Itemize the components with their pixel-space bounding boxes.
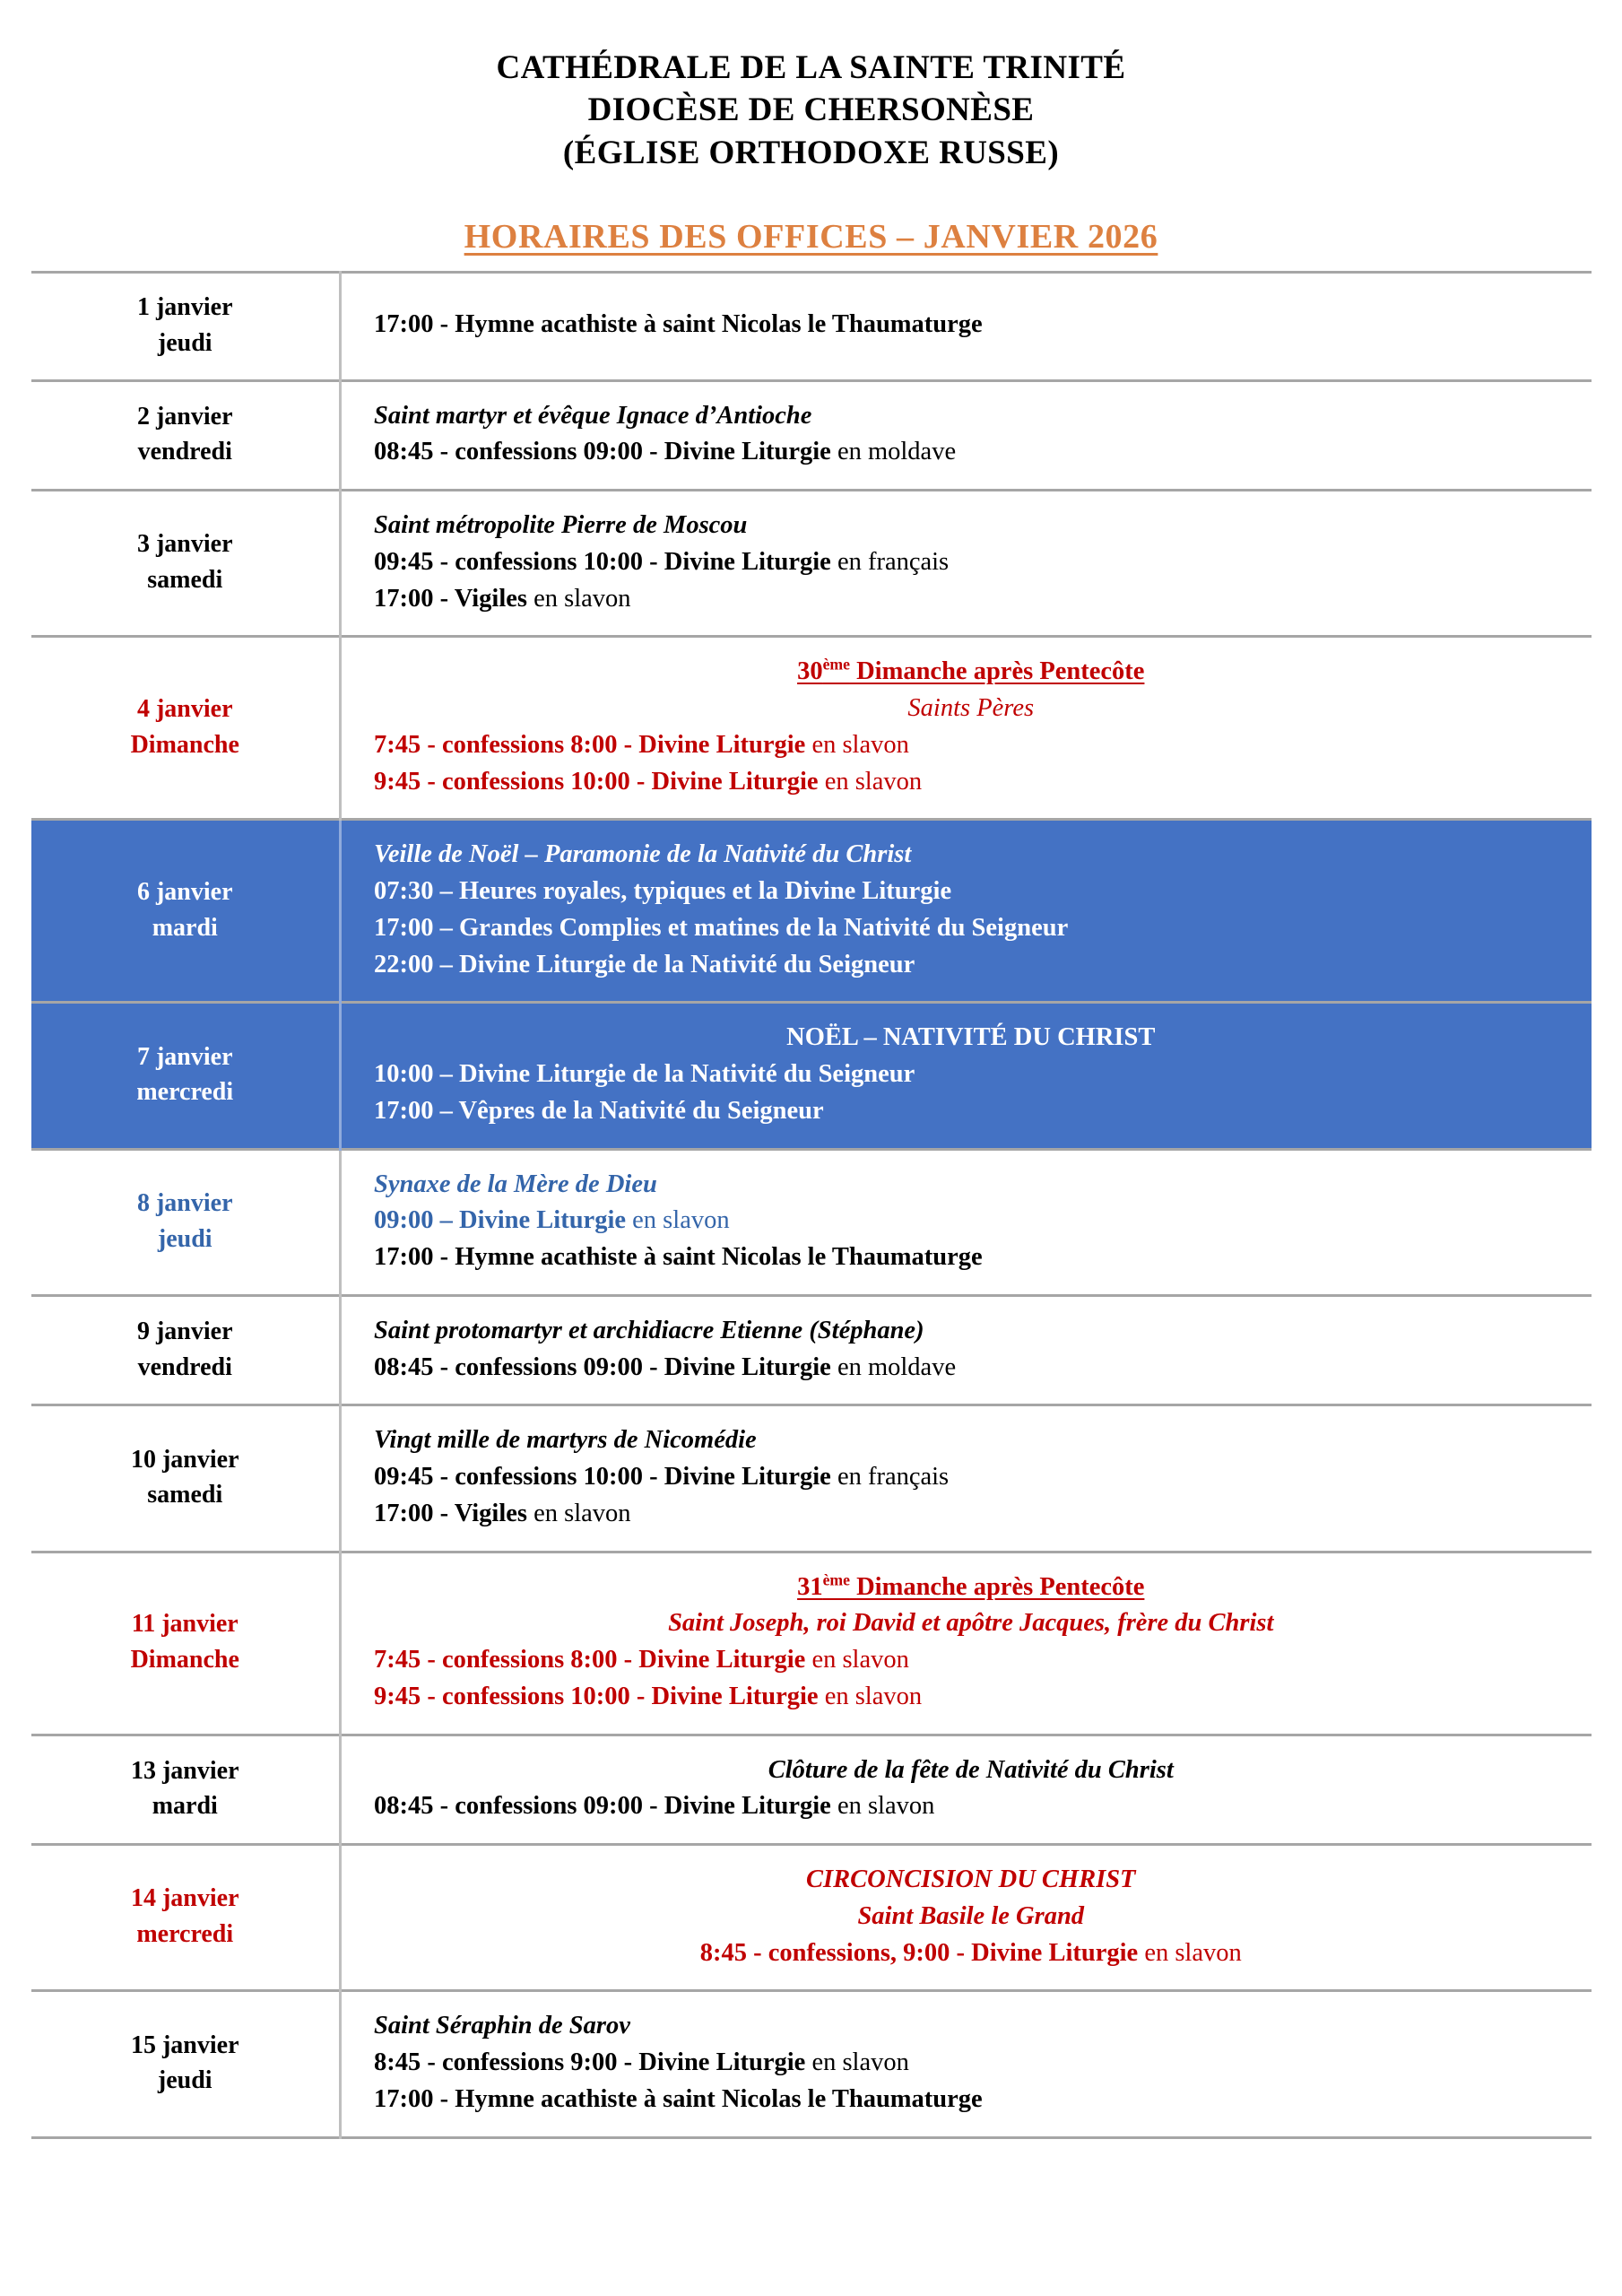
feast-heading-text: Dimanche après Pentecôte bbox=[849, 657, 1145, 686]
date-day: 13 janvier bbox=[130, 1756, 239, 1785]
table-row bbox=[31, 273, 1592, 381]
table-row bbox=[31, 491, 1592, 637]
schedule-table bbox=[31, 271, 1592, 2139]
service-time-title: 09:45 - confessions 10:00 - Divine Liturgie bbox=[374, 1463, 831, 1492]
date-cell bbox=[31, 820, 341, 1003]
date-cell bbox=[31, 273, 341, 381]
date-day: 4 janvier bbox=[136, 695, 233, 724]
service-time-title: 08:45 - confessions 09:00 - Divine Liturgie bbox=[374, 438, 831, 466]
service-line bbox=[374, 307, 1568, 344]
service-time-title: 17:00 - Hymne acathiste à saint Nicolas le Thaumaturge bbox=[374, 2084, 983, 2113]
events-cell bbox=[341, 1845, 1592, 1991]
table-row bbox=[31, 637, 1592, 820]
service-time-title: 17:00 - Hymne acathiste à saint Nicolas le Thaumaturge bbox=[374, 310, 983, 339]
service-time-title: 8:45 - confessions, 9:00 - Divine Liturgie bbox=[699, 1938, 1139, 1967]
date-weekday: Dimanche bbox=[130, 1646, 239, 1674]
ordinal-suffix: ème bbox=[822, 655, 850, 674]
service-language: en slavon bbox=[626, 1206, 730, 1235]
service-line bbox=[374, 1239, 1568, 1276]
date-day: 7 janvier bbox=[136, 1042, 233, 1071]
document-header bbox=[0, 0, 1622, 174]
feast-title: Veille de Noël – Paramonie de la Nativité du Christ bbox=[374, 840, 912, 869]
service-time-title: 22:00 – Divine Liturgie de la Nativité du Seigneur bbox=[374, 950, 915, 978]
date-day: 14 janvier bbox=[130, 1884, 239, 1913]
service-time-title: 07:30 – Heures royales, typiques et la Divine Liturgie bbox=[374, 877, 952, 906]
date-day: 10 janvier bbox=[130, 1445, 239, 1474]
service-time-title: 08:45 - confessions 09:00 - Divine Liturgie bbox=[374, 1352, 831, 1381]
service-line bbox=[374, 1350, 1568, 1387]
feast-title: Saint Joseph, roi David et apôtre Jacques, frère du Christ bbox=[668, 1609, 1274, 1638]
date-day: 9 janvier bbox=[136, 1317, 233, 1345]
service-language: en français bbox=[830, 1463, 950, 1492]
date-cell bbox=[31, 491, 341, 637]
service-line bbox=[374, 910, 1568, 947]
service-time-title: 09:00 – Divine Liturgie bbox=[374, 1206, 627, 1235]
date-day: 15 janvier bbox=[130, 2031, 239, 2059]
service-line bbox=[374, 1093, 1568, 1130]
feast-title: Saint protomartyr et archidiacre Etienne (Stéphane) bbox=[374, 1316, 924, 1344]
feast-title: Saint martyr et évêque Ignace d’Antioche bbox=[374, 401, 812, 430]
ordinal-suffix: ème bbox=[822, 1570, 850, 1589]
date-weekday: vendredi bbox=[137, 1352, 232, 1381]
service-line bbox=[374, 764, 1568, 801]
feast-title: Clôture de la fête de Nativité du Christ bbox=[768, 1755, 1174, 1784]
date-day: 6 janvier bbox=[136, 878, 233, 907]
service-line bbox=[374, 1788, 1568, 1825]
service-time-title: 7:45 - confessions 8:00 - Divine Liturgie bbox=[374, 1646, 806, 1674]
events-cell bbox=[341, 273, 1592, 381]
service-language: en moldave bbox=[830, 438, 957, 466]
service-line bbox=[374, 1459, 1568, 1496]
date-weekday: Dimanche bbox=[130, 730, 239, 759]
date-day: 1 janvier bbox=[136, 293, 233, 322]
date-cell bbox=[31, 1003, 341, 1149]
service-line bbox=[374, 1935, 1568, 1972]
date-weekday: mercredi bbox=[136, 1078, 234, 1107]
service-time-title: 7:45 - confessions 8:00 - Divine Liturgie bbox=[374, 730, 806, 759]
service-language: en slavon bbox=[1138, 1938, 1242, 1967]
events-cell bbox=[341, 1991, 1592, 2137]
service-line bbox=[374, 2045, 1568, 2082]
date-weekday: mardi bbox=[152, 913, 218, 942]
date-day: 8 janvier bbox=[136, 1188, 233, 1217]
schedule-subheading-wrap bbox=[0, 217, 1622, 257]
service-line bbox=[374, 581, 1568, 618]
date-weekday: jeudi bbox=[157, 328, 213, 357]
events-cell bbox=[341, 1405, 1592, 1552]
service-line bbox=[374, 2082, 1568, 2118]
date-weekday: vendredi bbox=[137, 438, 232, 466]
date-weekday: samedi bbox=[147, 1481, 223, 1509]
service-language: en slavon bbox=[805, 2048, 909, 2077]
service-language: en slavon bbox=[805, 730, 909, 759]
events-cell bbox=[341, 491, 1592, 637]
service-line bbox=[374, 1496, 1568, 1533]
events-cell bbox=[341, 380, 1592, 491]
service-language: en moldave bbox=[830, 1352, 957, 1381]
date-weekday: mardi bbox=[152, 1792, 218, 1821]
date-cell bbox=[31, 637, 341, 820]
events-cell bbox=[341, 1552, 1592, 1735]
service-line bbox=[374, 1203, 1568, 1239]
service-line bbox=[374, 1057, 1568, 1093]
feast-title: CIRCONCISION DU CHRIST bbox=[806, 1866, 1136, 1894]
date-cell bbox=[31, 1845, 341, 1991]
feast-subtitle: Saints Pères bbox=[907, 694, 1035, 723]
date-cell bbox=[31, 1735, 341, 1845]
service-line bbox=[374, 1679, 1568, 1716]
feast-title: Saint Séraphin de Sarov bbox=[374, 2012, 630, 2040]
service-line bbox=[374, 544, 1568, 581]
date-day: 3 janvier bbox=[136, 530, 233, 559]
service-time-title: 17:00 – Vêpres de la Nativité du Seigneur bbox=[374, 1096, 824, 1125]
header-line-1: CATHÉDRALE DE LA SAINTE TRINITÉ bbox=[496, 49, 1126, 86]
date-cell bbox=[31, 1149, 341, 1295]
date-day: 11 janvier bbox=[131, 1610, 239, 1639]
events-cell bbox=[341, 1149, 1592, 1295]
feast-title: Saint Basile le Grand bbox=[857, 1901, 1085, 1930]
events-cell bbox=[341, 820, 1592, 1003]
table-row bbox=[31, 1735, 1592, 1845]
table-row bbox=[31, 1003, 1592, 1149]
service-language: en slavon bbox=[818, 1682, 923, 1710]
date-weekday: samedi bbox=[147, 566, 223, 595]
service-time-title: 9:45 - confessions 10:00 - Divine Liturgie bbox=[374, 1682, 819, 1710]
date-cell bbox=[31, 380, 341, 491]
service-line bbox=[374, 1642, 1568, 1679]
service-time-title: 17:00 - Vigiles bbox=[374, 584, 527, 613]
service-line bbox=[374, 727, 1568, 764]
feast-title-caps: NOËL – NATIVITÉ DU CHRIST bbox=[786, 1023, 1156, 1052]
events-cell bbox=[341, 1003, 1592, 1149]
date-weekday: mercredi bbox=[136, 1920, 234, 1949]
table-row bbox=[31, 380, 1592, 491]
table-row bbox=[31, 1405, 1592, 1552]
schedule-table-body bbox=[31, 273, 1592, 2138]
date-weekday: jeudi bbox=[157, 2066, 213, 2095]
service-language: en slavon bbox=[830, 1792, 935, 1821]
table-row bbox=[31, 1845, 1592, 1991]
date-cell bbox=[31, 1295, 341, 1405]
events-cell bbox=[341, 1295, 1592, 1405]
schedule-subheading: HORAIRES DES OFFICES – JANVIER 2026 bbox=[464, 218, 1158, 257]
service-language: en slavon bbox=[818, 767, 923, 796]
service-time-title: 9:45 - confessions 10:00 - Divine Liturgie bbox=[374, 767, 819, 796]
service-time-title: 10:00 – Divine Liturgie de la Nativité du Seigneur bbox=[374, 1060, 915, 1089]
service-language: en slavon bbox=[527, 1499, 631, 1527]
table-row bbox=[31, 820, 1592, 1003]
service-line bbox=[374, 874, 1568, 910]
date-cell bbox=[31, 1405, 341, 1552]
service-time-title: 17:00 - Hymne acathiste à saint Nicolas le Thaumaturge bbox=[374, 1243, 983, 1272]
table-row bbox=[31, 1552, 1592, 1735]
table-row bbox=[31, 1295, 1592, 1405]
feast-title: Saint métropolite Pierre de Moscou bbox=[374, 511, 748, 540]
header-line-2: DIOCÈSE DE CHERSONÈSE bbox=[587, 91, 1035, 129]
feast-heading bbox=[374, 1570, 1568, 1606]
service-language: en slavon bbox=[527, 584, 631, 613]
service-time-title: 08:45 - confessions 09:00 - Divine Liturgie bbox=[374, 1792, 831, 1821]
date-cell bbox=[31, 1552, 341, 1735]
service-line bbox=[374, 434, 1568, 471]
service-time-title: 8:45 - confessions 9:00 - Divine Liturgie bbox=[374, 2048, 806, 2077]
service-time-title: 09:45 - confessions 10:00 - Divine Liturgie bbox=[374, 547, 831, 576]
events-cell bbox=[341, 637, 1592, 820]
date-cell bbox=[31, 1991, 341, 2137]
date-weekday: jeudi bbox=[157, 1224, 213, 1253]
service-language: en slavon bbox=[805, 1646, 909, 1674]
service-line bbox=[374, 947, 1568, 984]
date-day: 2 janvier bbox=[136, 402, 233, 430]
ordinal-number: 30 bbox=[797, 657, 823, 686]
ordinal-number: 31 bbox=[797, 1572, 823, 1601]
feast-title: Vingt mille de martyrs de Nicomédie bbox=[374, 1426, 757, 1455]
service-language: en français bbox=[830, 547, 950, 576]
feast-heading-text: Dimanche après Pentecôte bbox=[849, 1572, 1145, 1601]
header-line-3: (ÉGLISE ORTHODOXE RUSSE) bbox=[562, 134, 1060, 171]
table-row bbox=[31, 1149, 1592, 1295]
service-time-title: 17:00 – Grandes Complies et matines de la Nativité du Seigneur bbox=[374, 913, 1069, 942]
feast-heading bbox=[374, 654, 1568, 691]
service-time-title: 17:00 - Vigiles bbox=[374, 1499, 527, 1527]
table-row bbox=[31, 1991, 1592, 2137]
events-cell bbox=[341, 1735, 1592, 1845]
feast-title: Synaxe de la Mère de Dieu bbox=[374, 1170, 657, 1198]
